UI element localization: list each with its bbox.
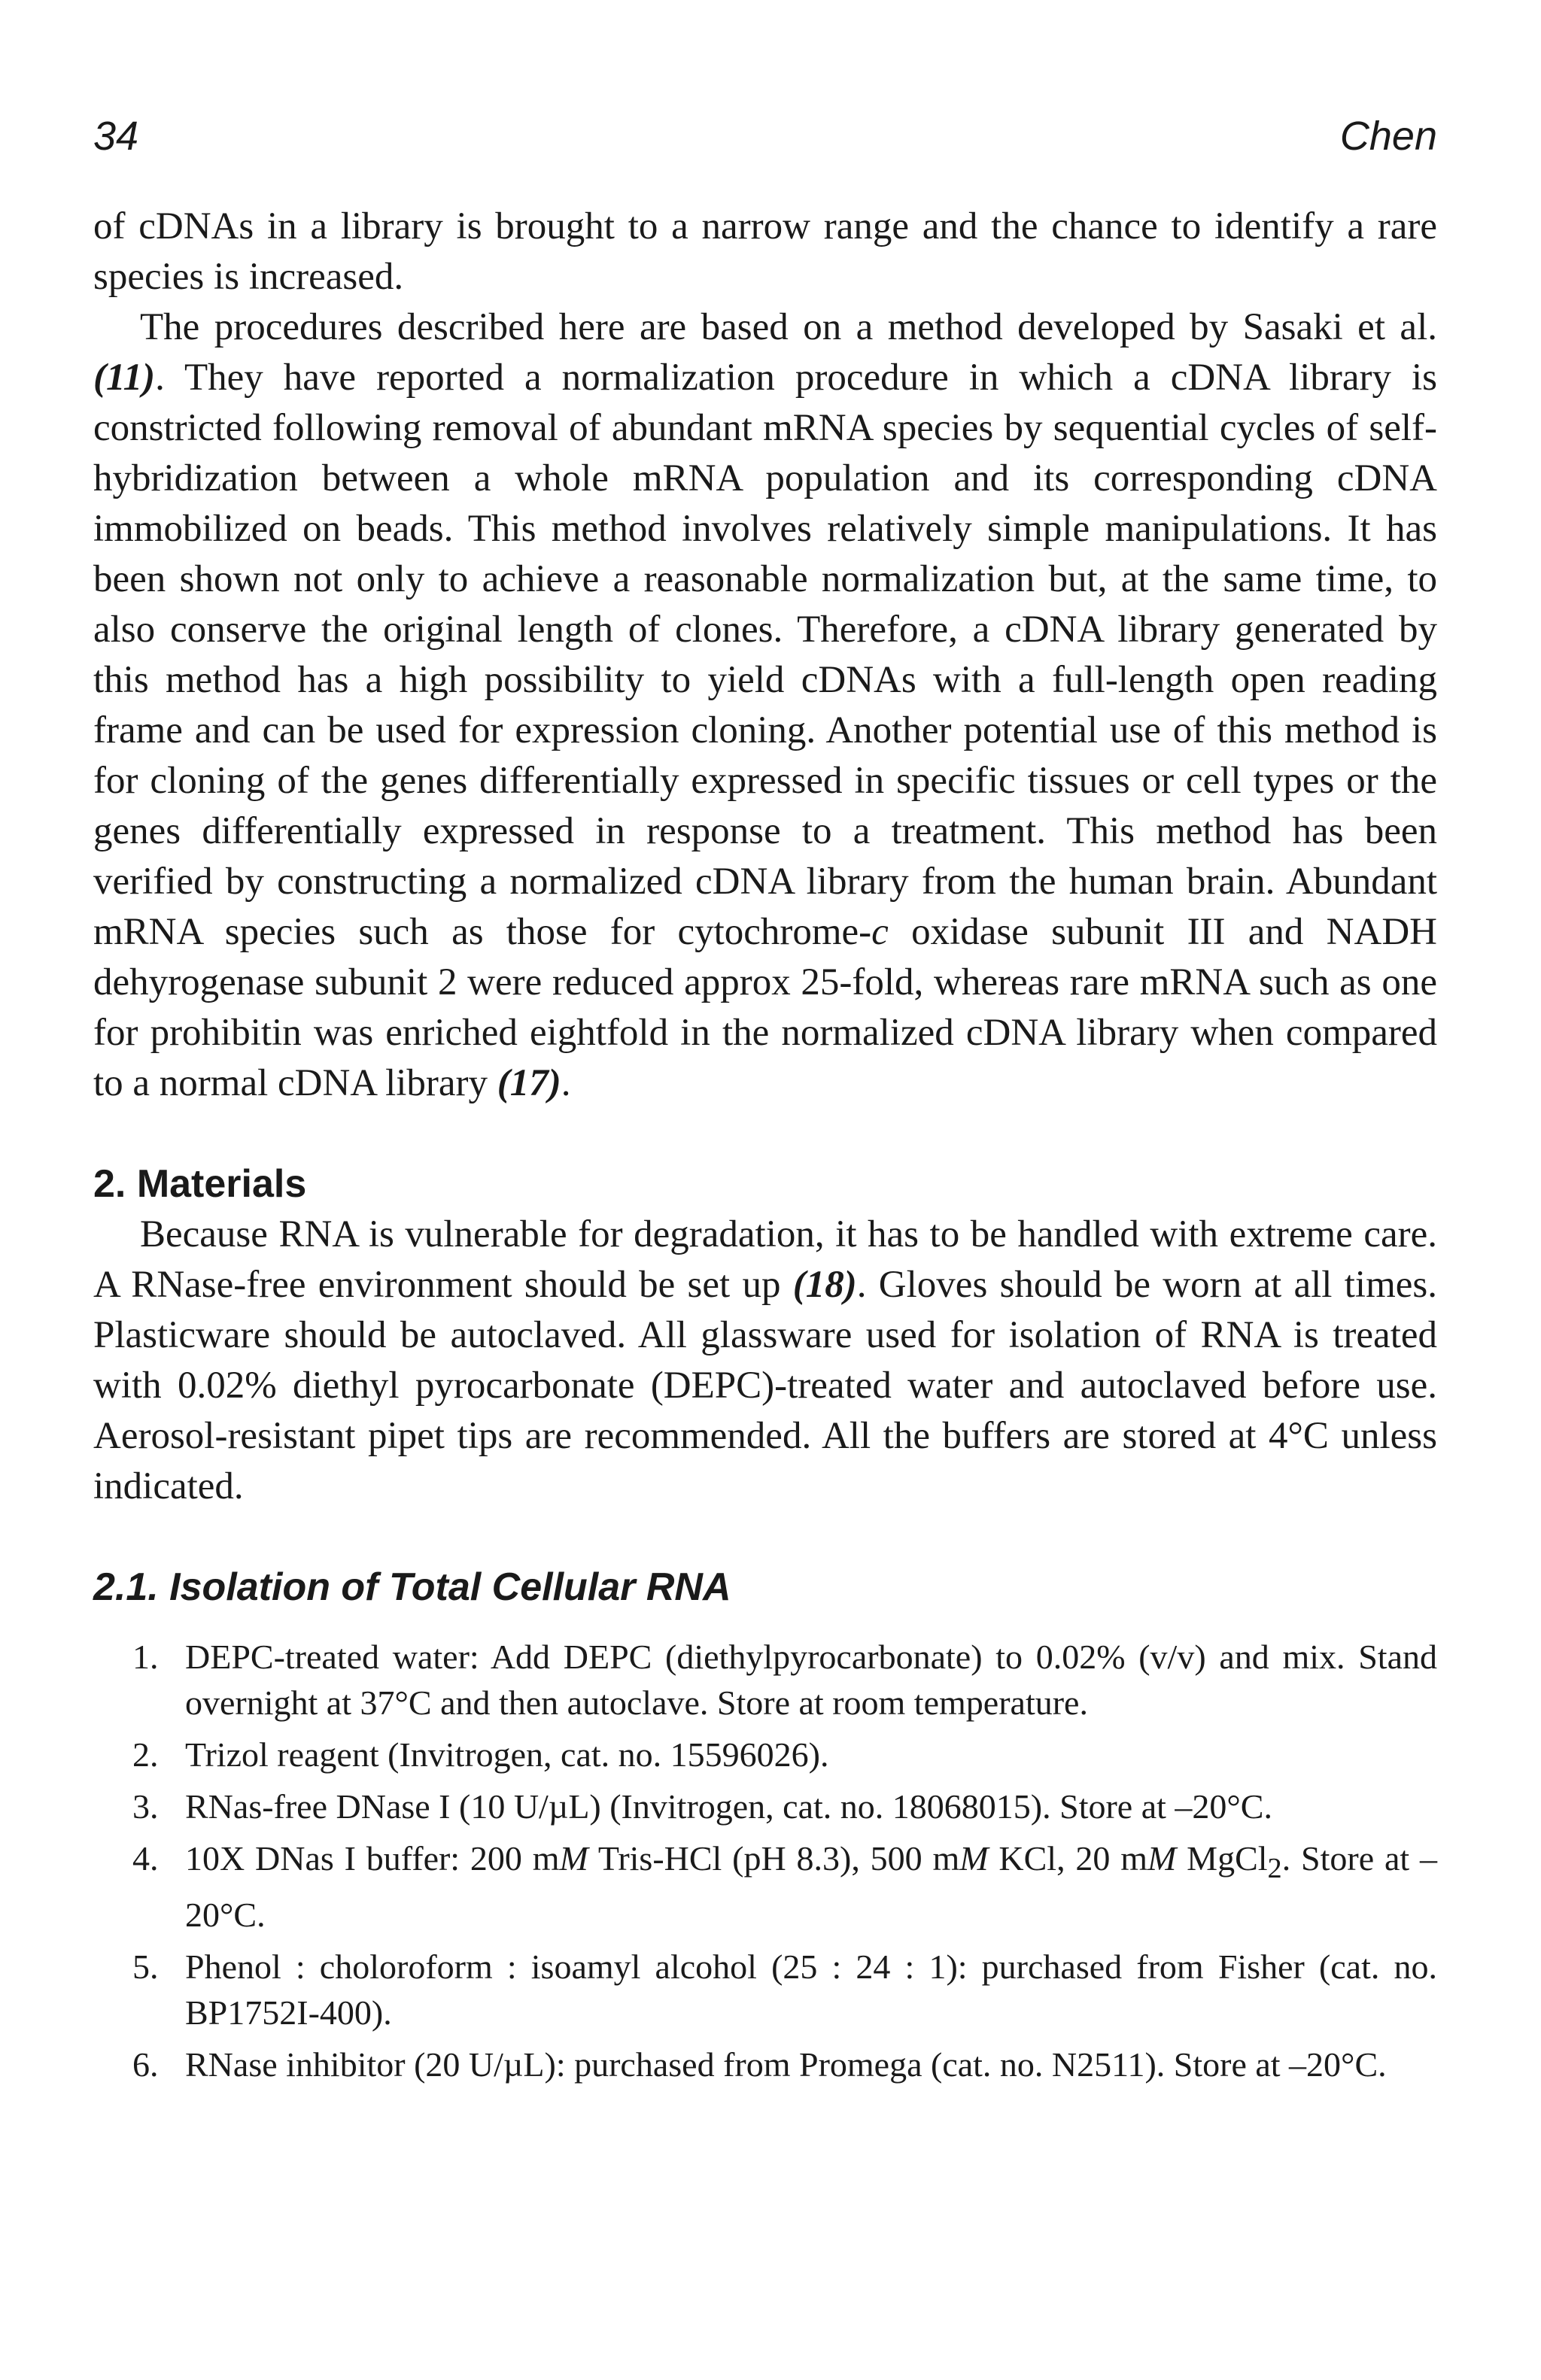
list-item-number: 2. — [132, 1735, 159, 1774]
paragraph-method — [93, 302, 1437, 1109]
paragraph-text: of cDNAs in a library is brought to a narrow range and the chance to identify a rare species is increased. — [93, 205, 1437, 298]
running-author: Chen — [1339, 114, 1437, 159]
unit-molar: M — [559, 1839, 588, 1878]
list-item-text: MgCl — [1176, 1839, 1268, 1878]
list-item-text: RNas-free DNase I (10 U/µL) (Invitrogen, cat. no. 18068015). Store at –20°C. — [185, 1787, 1272, 1826]
paragraph-text: The procedures described here are based on a method developed by Sasaki et al. — [140, 306, 1437, 348]
running-header — [93, 110, 1437, 162]
subsection-heading-isolation: 2.1. Isolation of Total Cellular RNA — [93, 1565, 731, 1609]
list-item-number: 4. — [132, 1839, 159, 1878]
unit-molar: M — [959, 1839, 989, 1878]
list-item — [93, 1835, 1437, 1938]
citation-ref: (17) — [497, 1062, 561, 1104]
paragraph-text: . — [561, 1062, 571, 1104]
materials-list — [93, 1634, 1437, 2087]
unit-molar: M — [1147, 1839, 1177, 1878]
paragraph-text: oxidase subunit III and NADH dehyrogenase subunit 2 were reduced approx 25-fold, whereas rare mRNA such as one for prohibitin was enriched eightfold in the normalized cDNA library when compared to a normal cDNA library — [93, 911, 1437, 1104]
paragraph-materials — [93, 1210, 1437, 1512]
list-item-text: Tris-HCl (pH 8.3), 500 m — [588, 1839, 960, 1878]
citation-ref: (18) — [792, 1264, 857, 1306]
paragraph-text: . They have reported a normalization procedure in which a cDNA library is constricted following removal of abundant mRNA species by sequential cycles of self-hybridization between a whole mRNA population and its corresponding cDNA immobilized on beads. This method involves relatively simple manipulations. It has been shown not only to achieve a reasonable normalization but, at the same time, to also conserve the original length of clones. Therefore, a cDNA library generated by this method has a high possibility to yield cDNAs with a full-length open reading frame and can be used for expression cloning. Another potential use of this method is for cloning of the genes differentially expressed in specific tissues or cell types or the genes differentially expressed in response to a treatment. This method has been verified by constructing a normalized cDNA library from the human brain. Abundant mRNA species such as those for cytochrome- — [93, 357, 1437, 953]
list-item-number: 5. — [132, 1947, 159, 1987]
list-item-text: RNase inhibitor (20 U/µL): purchased from Promega (cat. no. N2511). Store at –20°C. — [185, 2045, 1387, 2084]
subscript: 2 — [1267, 1853, 1282, 1885]
list-item — [93, 1944, 1437, 2035]
paragraph-text: Because RNA is vulnerable for degradation, it has to be handled with extreme care. A RNase-free environment should be set up — [93, 1213, 1437, 1306]
list-item — [93, 1634, 1437, 1726]
list-item-text: DEPC-treated water: Add DEPC (diethylpyrocarbonate) to 0.02% (v/v) and mix. Stand overnight at 37°C and then autoclave. Store at room temperature. — [185, 1638, 1437, 1722]
list-item-number: 1. — [132, 1638, 159, 1676]
section-heading-materials: 2. Materials — [93, 1162, 307, 1206]
list-item-text: Phenol : choloroform : isoamyl alcohol (25 : 24 : 1): purchased from Fisher (cat. no. BP1752I-400). — [185, 1947, 1437, 2032]
body-text — [93, 202, 1437, 2093]
italic-term: c — [871, 911, 889, 953]
list-item — [93, 2042, 1437, 2087]
list-item-number: 6. — [132, 2045, 159, 2084]
paragraph-text: . Gloves should be worn at all times. Plasticware should be autoclaved. All glassware used for isolation of RNA is treated with 0.02% diethyl pyrocarbonate (DEPC)-treated water and autoclaved before use. Aerosol-resistant pipet tips are recommended. All the buffers are stored at 4°C unless indicated. — [93, 1264, 1437, 1507]
page-number: 34 — [93, 114, 139, 159]
list-item-text: Trizol reagent (Invitrogen, cat. no. 15596026). — [185, 1735, 829, 1774]
list-item — [93, 1732, 1437, 1777]
citation-ref: (11) — [93, 357, 156, 399]
list-item-text: 10X DNas I buffer: 200 m — [185, 1839, 560, 1878]
list-item-text: KCl, 20 m — [988, 1839, 1148, 1878]
list-item — [93, 1783, 1437, 1829]
paragraph-continued — [93, 202, 1437, 302]
list-item-number: 3. — [132, 1787, 159, 1826]
list-item-text: . Store at –20°C. — [185, 1839, 1437, 1935]
